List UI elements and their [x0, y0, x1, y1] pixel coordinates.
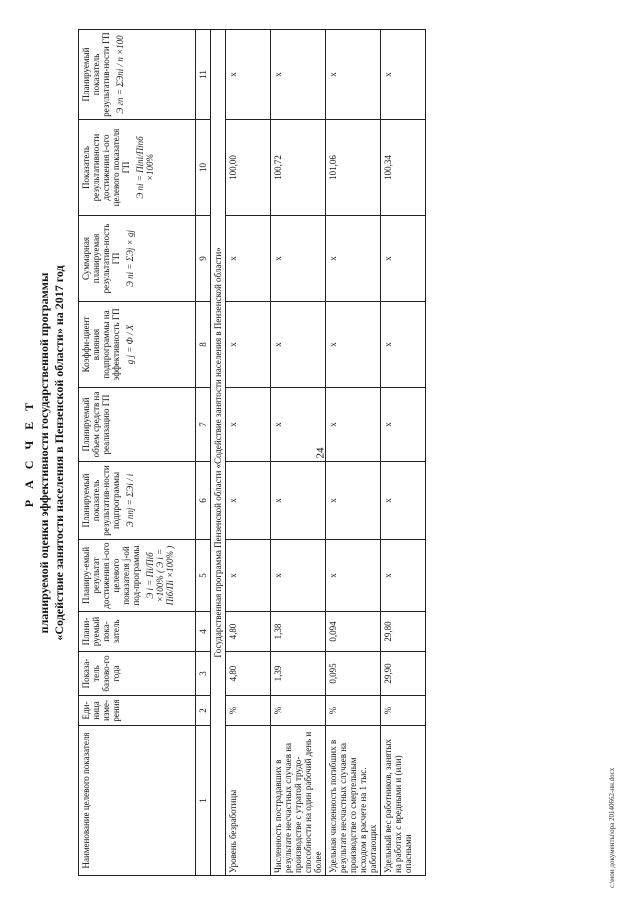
- cell-c6: x: [381, 461, 426, 539]
- cell-name: Численность пострадавших в результате несчастных случаев на производстве с утратой трудо-способности на один рабочий день и более: [271, 725, 326, 875]
- column-number: 1: [196, 725, 211, 875]
- cell-c9: x: [326, 215, 381, 301]
- header-cell: Суммарная планируемая результатив-ность ГП Э пi = ΣЭj × gj: [79, 215, 196, 301]
- formula: Э ппj = ΣЭi / i: [125, 473, 135, 527]
- formula: Э гп = ΣЭпi / n ×100: [115, 34, 125, 114]
- cell-name: Удельный вес работников, занятых на работах с вредными и (или) опасными: [381, 725, 426, 875]
- column-number: 4: [196, 611, 211, 651]
- table-row: [271, 29, 326, 875]
- formula: Э пi = Пiпi/Пiпб ×100%: [135, 135, 155, 199]
- header-cell: Планируемый объем средств на реализацию ГП: [79, 387, 196, 461]
- header-cell: Коэффи-циент влияния подпрограммы на эффективность ГП g j = Ф / X: [79, 301, 196, 387]
- cell-c10: 100,34: [381, 119, 426, 215]
- cell-plan: 29,80: [381, 611, 426, 651]
- cell-base: 4,80: [226, 651, 271, 695]
- cell-c9: x: [271, 215, 326, 301]
- cell-c7: x: [381, 387, 426, 461]
- column-number: 2: [196, 695, 211, 725]
- title-line-2: планируемой оценки эффективности государственной программы: [37, 272, 51, 633]
- cell-c11: x: [326, 29, 381, 119]
- title-line-1: Р А С Ч Е Т: [22, 398, 36, 507]
- cell-c11: x: [226, 29, 271, 119]
- table-row: [326, 29, 381, 875]
- formula: g j = Ф / X: [125, 324, 135, 364]
- cell-base: 0,095: [326, 651, 381, 695]
- cell-c6: x: [326, 461, 381, 539]
- column-number: 11: [196, 29, 211, 119]
- table-row: [381, 29, 426, 875]
- column-number: 10: [196, 119, 211, 215]
- cell-unit: %: [226, 695, 271, 725]
- cell-name: Уровень безработицы: [226, 725, 271, 875]
- cell-c10: 100,72: [271, 119, 326, 215]
- cell-plan: 0,094: [326, 611, 381, 651]
- cell-c8: x: [226, 301, 271, 387]
- file-path-footer: c:\мои документы\ора 20140662-нн.docx: [608, 767, 616, 888]
- cell-c7: x: [226, 387, 271, 461]
- column-number: 3: [196, 651, 211, 695]
- cell-c8: x: [271, 301, 326, 387]
- calculation-table: [78, 29, 426, 876]
- header-cell: Наименование целевого показателя: [79, 725, 196, 875]
- cell-c5: x: [381, 539, 426, 611]
- cell-c7: x: [326, 387, 381, 461]
- cell-unit: %: [271, 695, 326, 725]
- header-cell: Еди-ница изме-рения: [79, 695, 196, 725]
- cell-c5: x: [326, 539, 381, 611]
- header-cell: Показа-тель базово-го года: [79, 651, 196, 695]
- cell-unit: %: [326, 695, 381, 725]
- cell-base: 29,90: [381, 651, 426, 695]
- cell-c8: x: [381, 301, 426, 387]
- header-cell: Планируемый показатель результатив-ности ГП Э гп = ΣЭпi / n ×100: [79, 29, 196, 119]
- column-number-row: [196, 29, 211, 875]
- column-number: 7: [196, 387, 211, 461]
- cell-c10: 101,06: [326, 119, 381, 215]
- cell-c8: x: [326, 301, 381, 387]
- cell-plan: 4,80: [226, 611, 271, 651]
- header-row: [79, 29, 196, 875]
- cell-c5: x: [226, 539, 271, 611]
- cell-base: 1,39: [271, 651, 326, 695]
- cell-c5: x: [271, 539, 326, 611]
- header-cell: Планиру-емый результат достижения i-ого целевого показателя j-ой под-программы Э i = Пi/Пiб ×100% ( Э i = Пiб/Пi ×100% ): [79, 539, 196, 611]
- formula: Э пi = ΣЭj × gj: [125, 229, 135, 287]
- cell-unit: %: [381, 695, 426, 725]
- cell-name: Удельная численность погибших в результате несчастных случаев на производстве со смертельным исходом в расчете на 1 тыс. работающих: [326, 725, 381, 875]
- column-number: 9: [196, 215, 211, 301]
- header-cell: Показатель результативности достижения i-ого целевого показателя ГП Э пi = Пiпi/Пiпб ×100%: [79, 119, 196, 215]
- column-number: 5: [196, 539, 211, 611]
- cell-c7: x: [271, 387, 326, 461]
- table-row: [226, 29, 271, 875]
- cell-c6: x: [271, 461, 326, 539]
- cell-plan: 1,38: [271, 611, 326, 651]
- page-number: 24: [314, 447, 326, 459]
- rotated-page: [14, 18, 626, 888]
- header-cell: Планируемый показатель результатив-ности подпрограммы Э ппj = ΣЭi / i: [79, 461, 196, 539]
- cell-c9: x: [226, 215, 271, 301]
- column-number: 6: [196, 461, 211, 539]
- header-cell: Плани-руемый пока-затель: [79, 611, 196, 651]
- cell-c9: x: [381, 215, 426, 301]
- cell-c6: x: [226, 461, 271, 539]
- cell-c10: 100,00: [226, 119, 271, 215]
- document-header: [22, 18, 67, 888]
- title-line-3: «Содействие занятости населения в Пензенской области» на 2017 год: [52, 264, 66, 641]
- column-number: 8: [196, 301, 211, 387]
- cell-c11: x: [381, 29, 426, 119]
- cell-c11: x: [271, 29, 326, 119]
- section-row: [211, 29, 226, 875]
- section-title: Государственная программа Пензенской области «Содействие занятости населения в Пензенской области»: [211, 29, 226, 875]
- formula: Э i = Пi/Пiб ×100% ( Э i = Пiб/Пi ×100% ): [145, 545, 175, 605]
